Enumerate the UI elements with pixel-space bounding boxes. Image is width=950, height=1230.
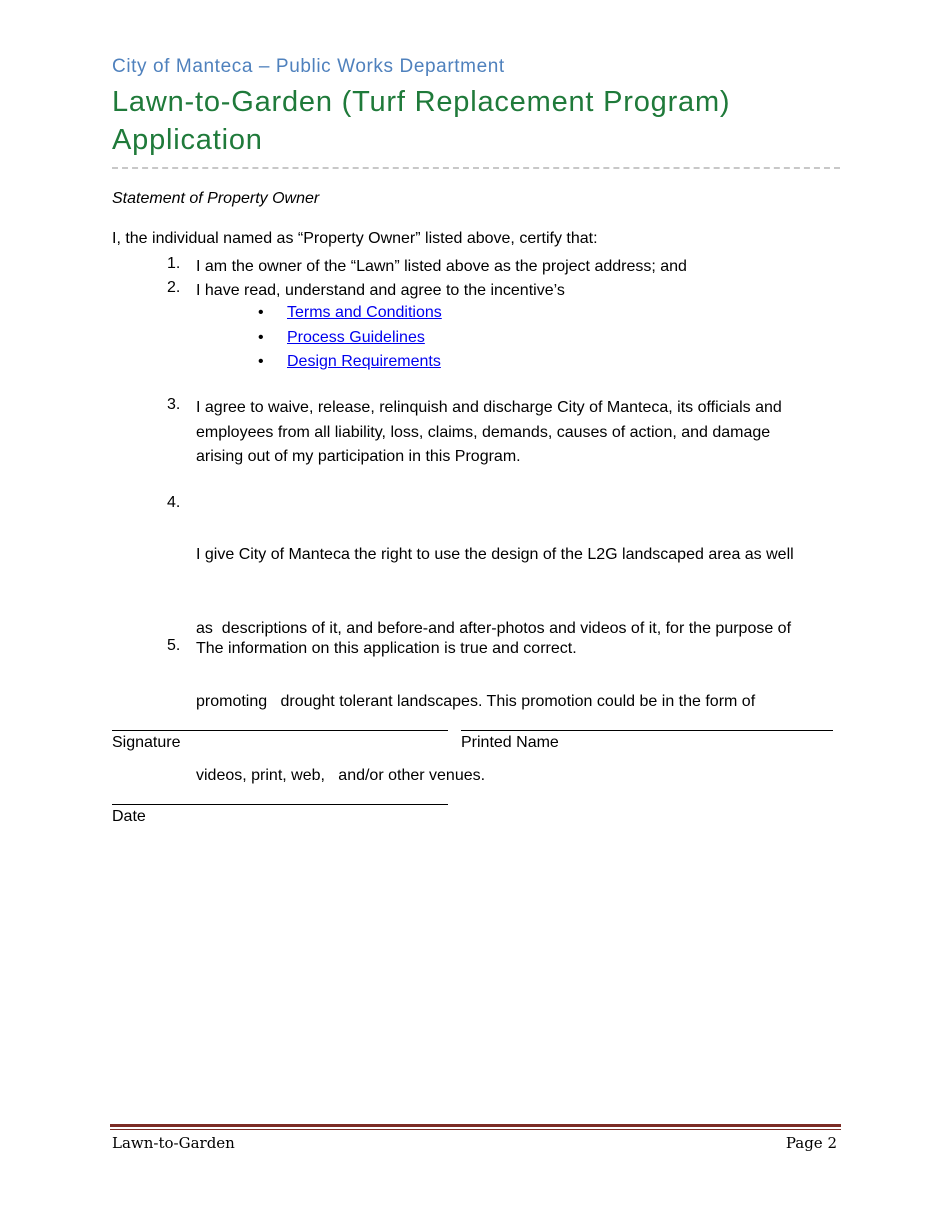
- item-number: 5.: [167, 637, 181, 654]
- bullet-icon: •: [258, 353, 264, 370]
- item-line: I am the owner of the “Lawn” listed above as the project address; and: [196, 258, 687, 275]
- design-requirements-link[interactable]: Design Requirements: [287, 353, 441, 370]
- statement-intro: I, the individual named as “Property Owner” listed above, certify that:: [112, 230, 598, 247]
- date-line[interactable]: [112, 804, 448, 805]
- item-number: 3.: [167, 396, 181, 413]
- footer-divider: [110, 1124, 841, 1127]
- item-line: promoting drought tolerant landscapes. This promotion could be in the form of: [196, 693, 756, 710]
- item-line: I have read, understand and agree to the incentive’s: [196, 282, 565, 299]
- department-name: City of Manteca – Public Works Department: [112, 56, 505, 77]
- item-line: arising out of my participation in this Program.: [196, 448, 521, 465]
- item-line: videos, print, web, and/or other venues.: [196, 766, 486, 784]
- item-line: I agree to waive, release, relinquish and discharge City of Manteca, its officials and: [196, 399, 782, 416]
- footer-left-text: Lawn-to-Garden: [112, 1134, 235, 1152]
- bullet-icon: •: [258, 304, 264, 321]
- item-number: 1.: [167, 255, 181, 272]
- date-label: Date: [112, 808, 146, 825]
- printed-name-line[interactable]: [461, 730, 833, 731]
- item-line: employees from all liability, loss, claims, demands, causes of action, and damage: [196, 423, 771, 441]
- title-line-2: Application: [112, 124, 263, 156]
- item-line: The information on this application is true and correct.: [196, 640, 577, 657]
- process-guidelines-link[interactable]: Process Guidelines: [287, 329, 425, 346]
- signature-label: Signature: [112, 734, 181, 751]
- printed-name-label: Printed Name: [461, 734, 559, 751]
- title-line-1: Lawn-to-Garden (Turf Replacement Program): [112, 86, 731, 118]
- item-number: 4.: [167, 494, 181, 511]
- statement-heading: Statement of Property Owner: [112, 190, 320, 207]
- item-line: I give City of Manteca the right to use the design of the L2G landscaped area as well: [196, 546, 794, 563]
- item-line: as descriptions of it, and before-and after-photos and videos of it, for the purpose of: [196, 619, 792, 637]
- signature-line[interactable]: [112, 730, 448, 731]
- footer-divider-thin: [110, 1129, 841, 1130]
- item-number: 2.: [167, 279, 181, 296]
- page-number: Page 2: [785, 1134, 837, 1152]
- bullet-icon: •: [258, 329, 264, 346]
- header-divider: [112, 167, 840, 169]
- item-text: [196, 396, 836, 470]
- item-text: [196, 255, 836, 280]
- item-text: [196, 279, 836, 304]
- terms-and-conditions-link[interactable]: Terms and Conditions: [287, 304, 442, 321]
- page-title: [112, 83, 730, 159]
- item-text: [196, 637, 836, 662]
